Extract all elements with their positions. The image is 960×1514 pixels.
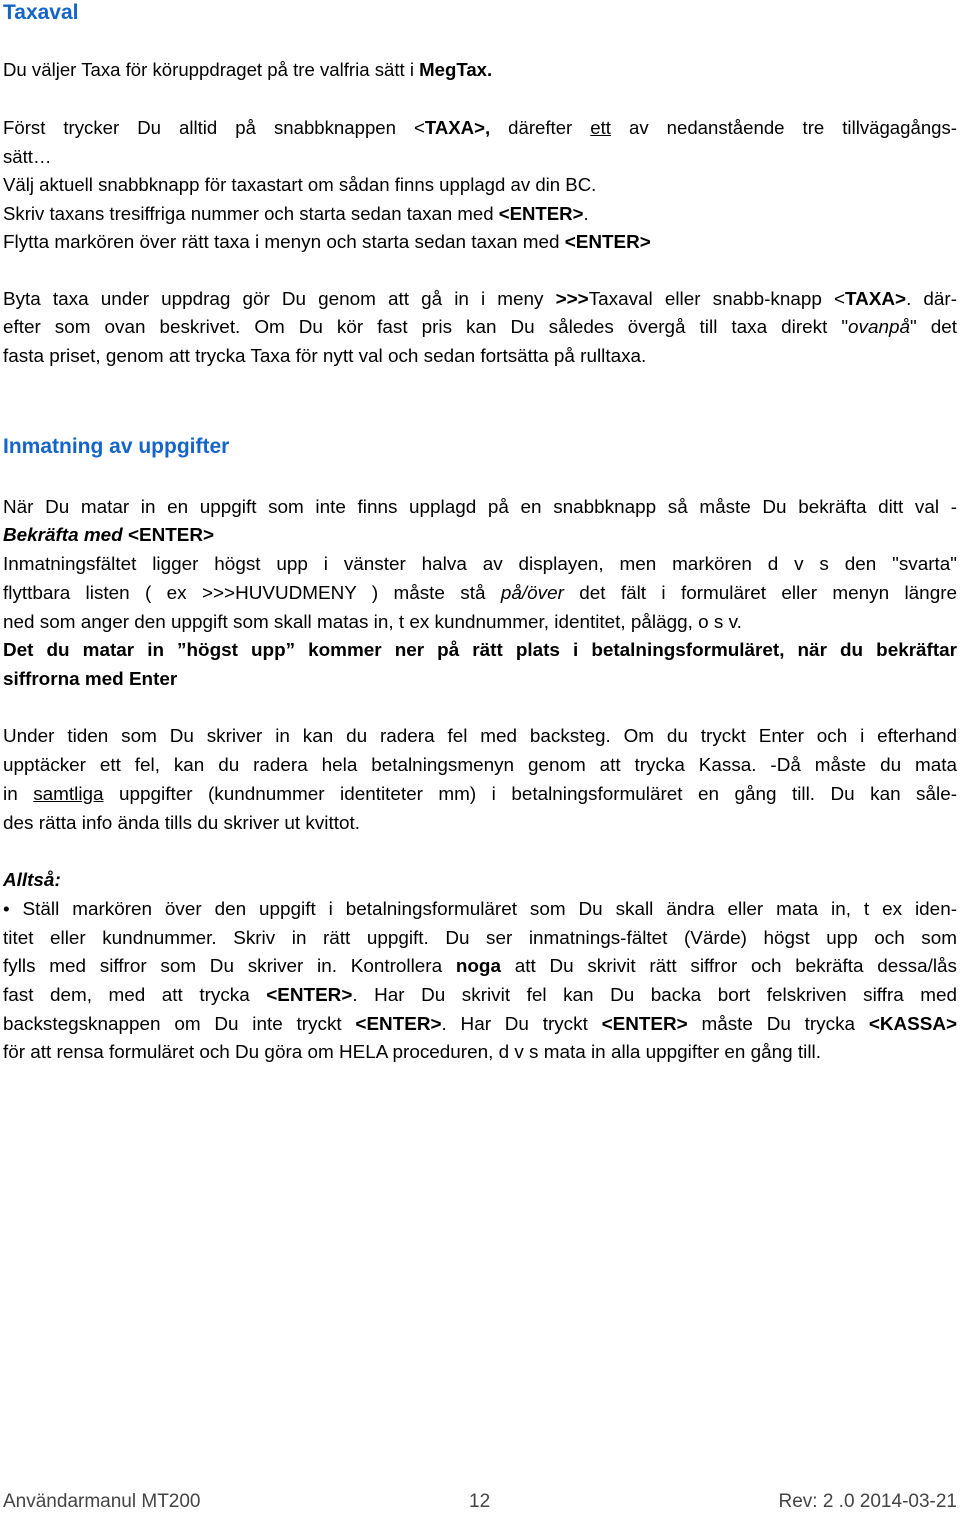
option-markor-meny: Flytta markören över rätt taxa i menyn och starta sedan taxan med <ENTER> xyxy=(3,232,651,253)
summary-line: för att rensa formuläret och Du göra om HELA proceduren, d v s mata in alla uppgifter en gång till. xyxy=(3,1042,821,1063)
bold-note-line: siffrorna med Enter xyxy=(3,669,178,690)
input-paragraph-line: ned som anger den uppgift som skall matas in, t ex kundnummer, identitet, pålägg, o s v. xyxy=(3,612,742,633)
summary-line: backstegsknappen om Du inte tryckt <ENTER>. Har Du tryckt <ENTER> måste Du trycka <KASSA> xyxy=(3,1014,958,1035)
footer-revision: Rev: 2 .0 2014-03-21 xyxy=(778,1491,957,1512)
intro-paragraph: Du väljer Taxa för köruppdraget på tre valfria sätt i MegTax. xyxy=(3,59,493,80)
section-heading-taxaval: Taxaval xyxy=(3,1,79,24)
instruction-line: Först trycker Du alltid på snabbknappen <TAXA>, därefter ett av nedanstående tre tillvägagångs- xyxy=(3,117,957,138)
option-tresiffrigt-nummer: Skriv taxans tresiffriga nummer och starta sedan taxan med <ENTER>. xyxy=(3,203,589,224)
summary-line: • Ställ markören över den uppgift i betalningsformuläret som Du skall ändra eller mata in, t ex iden- xyxy=(3,899,957,920)
instruction-line-cont: sätt… xyxy=(3,146,52,167)
option-snabbknapp: Välj aktuell snabbknapp för taxastart om sådan finns upplagd av din BC. xyxy=(3,174,597,195)
footer-page-number: 12 xyxy=(469,1491,491,1512)
input-paragraph-line: flyttbara listen ( ex >>>HUVUDMENY ) måste stå på/över det fält i formuläret eller menyn längre xyxy=(3,583,957,604)
change-taxa-line: fasta priset, genom att trycka Taxa för nytt val och sedan fortsätta på rulltaxa. xyxy=(3,346,647,367)
summary-heading: Alltså: xyxy=(3,870,61,891)
change-taxa-line: Byta taxa under uppdrag gör Du genom att gå in i meny >>>Taxaval eller snabb-knapp <TAXA>. där- xyxy=(3,289,957,310)
summary-line: fast dem, med att trycka <ENTER>. Har Du skrivit fel kan Du backa bort felskriven siffra med xyxy=(3,985,958,1006)
section-heading-inmatning: Inmatning av uppgifter xyxy=(3,435,230,458)
input-paragraph-line: Inmatningsfältet ligger högst upp i vänster halva av displayen, men markören d v s den "svarta" xyxy=(3,554,957,575)
bold-note-line: Det du matar in ”högst upp” kommer ner på rätt plats i betalningsformuläret, när du bekräftar xyxy=(3,640,957,661)
summary-line: fylls med siffror som Du skriver in. Kontrollera noga att Du skrivit rätt siffror och bekräfta dessa/lås xyxy=(3,956,957,977)
footer-manual-title: Användarmanul MT200 xyxy=(3,1491,201,1512)
summary-line: titet eller kundnummer. Skriv in rätt uppgift. Du ser inmatnings-fältet (Värde) högst upp och som xyxy=(3,928,957,949)
input-paragraph-line: När Du matar in en uppgift som inte finns upplagd på en snabbknapp så måste Du bekräfta ditt val - xyxy=(3,497,957,518)
change-taxa-line: efter som ovan beskrivet. Om Du kör fast pris kan Du således övergå till taxa direkt "ovanpå" det xyxy=(3,317,957,338)
backsteg-paragraph-line: in samtliga uppgifter (kundnummer identiteter mm) i betalningsformuläret en gång till. Du kan såle- xyxy=(3,784,957,805)
input-paragraph-line: Bekräfta med <ENTER> xyxy=(3,525,215,546)
backsteg-paragraph-line: Under tiden som Du skriver in kan du radera fel med backsteg. Om du tryckt Enter och i efterhand xyxy=(3,726,957,747)
backsteg-paragraph-line: des rätta info ända tills du skriver ut kvittot. xyxy=(3,813,360,834)
backsteg-paragraph-line: upptäcker ett fel, kan du radera hela betalningsmenyn genom att trycka Kassa. -Då måste du mata xyxy=(3,755,957,776)
